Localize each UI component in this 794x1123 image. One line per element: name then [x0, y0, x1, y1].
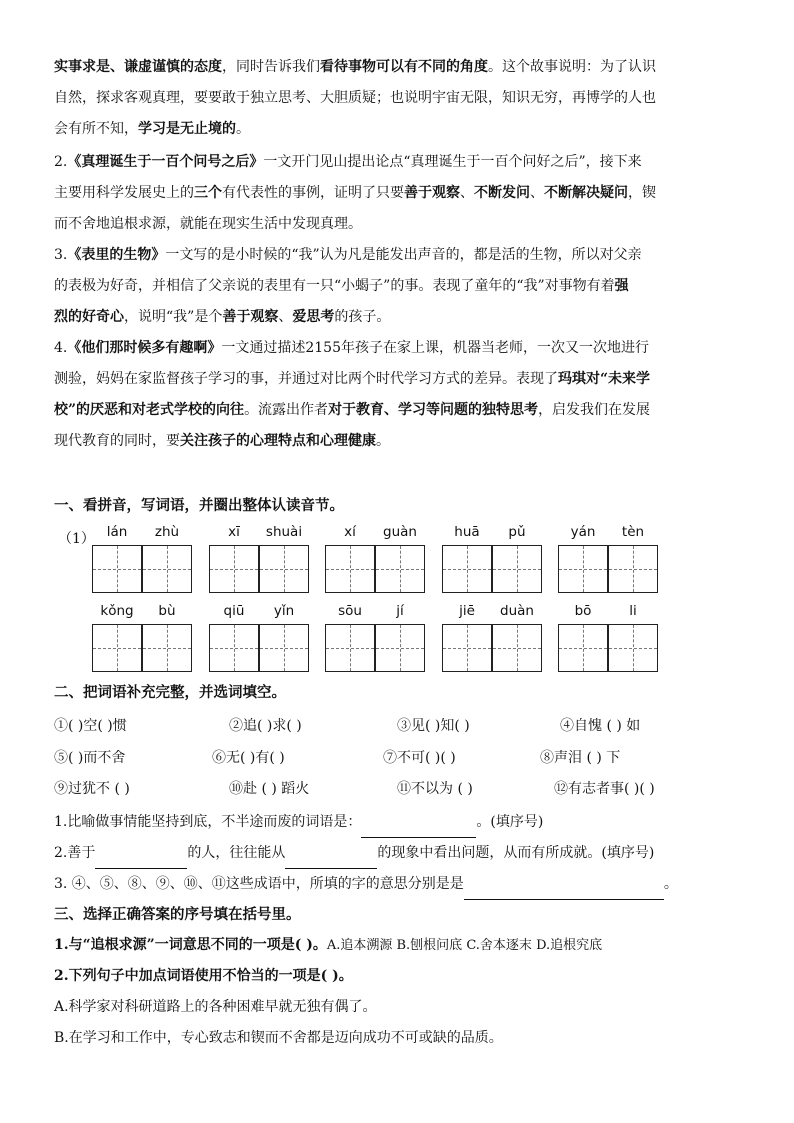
text-span: ，启发我们在发展 [538, 402, 651, 418]
word-grid [558, 603, 660, 673]
writing-cell[interactable] [259, 545, 309, 593]
writing-cell[interactable] [558, 624, 608, 672]
text-span: 一文通过描述2155年孩子在家上课，机器当老师，一次又一次地进行 [221, 340, 649, 356]
writing-cell[interactable] [492, 624, 542, 672]
pinyin-label: jí [396, 603, 404, 619]
writing-cell[interactable] [442, 624, 492, 672]
word-grid [325, 603, 427, 673]
section1-title: 一、看拼音，写词语，并圈出整体认读音节。 [54, 497, 344, 514]
bold-span: 学习是无止境的 [138, 121, 236, 137]
text-line [54, 209, 742, 240]
text-line [54, 426, 742, 457]
word-grid [442, 524, 544, 594]
bold-span: 玛琪对“未来学 [558, 371, 651, 387]
item-4 [54, 333, 742, 457]
bold-span: 不断解决疑问 [544, 185, 628, 201]
intro-text [54, 52, 742, 145]
text-span: 的孩子。 [334, 309, 391, 325]
pinyin-label: tèn [621, 524, 645, 540]
option-b: B.在学习和工作中，专心致志和锲而不舍都是迈向成功不可或缺的品质。 [54, 1030, 503, 1046]
word-grid [558, 524, 660, 594]
writing-cell[interactable] [375, 545, 425, 593]
pinyin-label: guàn [383, 524, 417, 540]
writing-cell[interactable] [558, 545, 608, 593]
section3-question-1 [54, 930, 764, 961]
bold-span: 烈的好奇心 [54, 309, 124, 325]
text-line [54, 240, 742, 271]
word-grid [325, 524, 427, 594]
bold-span: 《真理诞生于一百个问号之后》 [67, 154, 264, 170]
pinyin-label: duàn [500, 603, 534, 619]
text-span: 、 [530, 185, 544, 201]
bold-span: 实事求是、谦虚谨慎的态度 [54, 59, 222, 75]
text-span: 的表极为好奇，并相信了父亲说的表里有一只“小蝎子”的事。表现了童年的“我”对事物有着 [54, 278, 615, 294]
bold-span: 强 [614, 278, 629, 294]
idiom-1: ①( )空( )惯 [54, 718, 127, 734]
text-line [54, 271, 742, 302]
pinyin-label: lán [106, 524, 128, 540]
text-span: 有代表性的事例，证明了只要 [222, 185, 404, 201]
text-line [54, 364, 742, 395]
text-span: 。 [236, 121, 250, 137]
text-span: 。这个故事说明：为了认识 [488, 59, 656, 75]
bold-span: 《他们那时候多有趣啊》 [67, 340, 222, 356]
text-line [54, 333, 742, 364]
pinyin-label: bù [158, 603, 176, 619]
q3-text: 3. ④、⑤、⑧、⑨、⑩、⑪这些成语中，所填的字的意思分别是是 [54, 876, 464, 892]
word-grid [209, 603, 311, 673]
text-span: 现代教育的同时，要 [54, 433, 180, 449]
pinyin-label: yán [570, 524, 596, 540]
writing-cell[interactable] [92, 545, 142, 593]
option-a: A.科学家对科研道路上的各种困难早就无独有偶了。 [54, 999, 377, 1015]
pinyin-label: kǒng [100, 603, 134, 619]
idiom-8: ⑧声泪 ( ) 下 [540, 750, 621, 766]
text-line [54, 83, 742, 114]
bold-span: 三个 [194, 185, 222, 201]
text-span: 自然，探求客观真理，要要敢于独立思考、大胆质疑；也说明宇宙无限，知识无穷，再博学的人也 [54, 90, 656, 106]
idiom-9: ⑨过犹不 ( ) [54, 781, 130, 797]
text-line [54, 147, 742, 178]
pinyin-label: shuài [265, 524, 303, 540]
item-3 [54, 240, 742, 333]
bold-span: 《表里的生物》 [67, 247, 166, 263]
text-line [54, 114, 742, 145]
q1-text: 1.比喻做事情能坚持到底，不半途而废的词语是： [54, 814, 362, 830]
q1-blank[interactable] [361, 822, 476, 838]
q3-blank[interactable] [464, 884, 664, 900]
bold-span: 不断发问 [474, 185, 530, 201]
text-line [54, 395, 742, 426]
pinyin-label: yǐn [273, 603, 295, 619]
writing-cell[interactable] [608, 545, 658, 593]
idiom-3: ③见( )知( ) [397, 718, 470, 734]
section3-question-2: 2.下列句子中加点词语使用不恰当的一项是( )。 [54, 968, 353, 984]
idiom-11: ⑪不以为 ( ) [397, 781, 473, 797]
text-span: 2. [54, 154, 68, 170]
pinyin-label: qiū [223, 603, 245, 619]
text-span: 、 [278, 309, 293, 325]
q1-suffix: 。(填序号) [476, 814, 544, 830]
pinyin-label: zhù [154, 524, 180, 540]
text-span: ，锲 [628, 185, 656, 201]
s3-q1-text: 1.与“追根求源”一词意思不同的一项是( )。 [54, 937, 327, 953]
text-span: 测验，妈妈在家监督孩子学习的事，并通过对比两个时代学习方式的差异。表现了 [54, 371, 558, 387]
bold-span: 对于教育、学习等问题的独特思考 [328, 402, 539, 418]
writing-cell[interactable] [442, 545, 492, 593]
pinyin-label: li [629, 603, 637, 619]
writing-cell[interactable] [142, 545, 192, 593]
bold-span: 爱思考 [292, 309, 335, 325]
pinyin-label: bō [574, 603, 592, 619]
writing-cell[interactable] [492, 545, 542, 593]
idiom-10: ⑩赴 ( ) 蹈火 [229, 781, 310, 797]
section2-title: 二、把词语补充完整，并选词填空。 [54, 684, 286, 701]
item-2 [54, 147, 742, 240]
bold-span: 善于观察 [222, 309, 279, 325]
q2-text-2: 的人，往往能从 [187, 845, 286, 861]
word-grid [209, 524, 311, 594]
idiom-5: ⑤( )而不舍 [54, 750, 126, 766]
text-line [54, 302, 742, 333]
writing-cell[interactable] [209, 624, 259, 672]
pinyin-label: huā [454, 524, 480, 540]
q2-blank-1[interactable] [95, 853, 187, 869]
text-span: 会有所不知， [54, 121, 138, 137]
q2-blank-2[interactable] [285, 853, 377, 869]
text-span: 一文开门见山提出论点“真理诞生于一百个问好之后”，接下来 [263, 154, 642, 170]
section3-title: 三、选择正确答案的序号填在括号里。 [54, 906, 301, 923]
s3-q1-options: A.追本溯源 B.刨根问底 C.舍本逐末 D.追根究底 [326, 938, 603, 953]
q2-text: 2.善于 [54, 845, 96, 861]
pinyin-label: jiē [459, 603, 475, 619]
pinyin-label: xī [228, 524, 240, 540]
word-grid [442, 603, 544, 673]
section2-question-2 [54, 838, 754, 869]
idiom-2: ②追( )求( ) [229, 718, 302, 734]
bold-span: 校”的厌恶和对老式学校的向往 [54, 402, 245, 418]
section2-question-1 [54, 807, 754, 838]
section2-question-3 [54, 869, 754, 900]
text-span: 3. [54, 247, 68, 263]
q3-suffix: 。 [663, 876, 678, 892]
bold-span: 关注孩子的心理特点和心理健康 [180, 433, 376, 449]
pinyin-label: sōu [338, 603, 362, 619]
idiom-6: ⑥无( )有( ) [212, 750, 285, 766]
pinyin-label: xí [344, 524, 356, 540]
bold-span: 看待事物可以有不同的角度 [320, 59, 488, 75]
section1-label: （1） [58, 531, 95, 547]
idiom-4: ④自愧 ( ) 如 [560, 718, 641, 734]
text-span: 4. [54, 340, 68, 356]
word-grid [92, 603, 194, 673]
word-grid [92, 524, 194, 594]
text-span: 、 [460, 185, 474, 201]
writing-cell[interactable] [259, 624, 309, 672]
text-line [54, 52, 742, 83]
text-line [54, 178, 742, 209]
bold-span: 善于观察 [404, 185, 460, 201]
idiom-12: ⑫有志者事( )( ) [554, 781, 655, 797]
text-span: ，说明“我”是个 [124, 309, 223, 325]
text-span: 。 [376, 433, 390, 449]
idiom-7: ⑦不可( )( ) [383, 750, 456, 766]
writing-cell[interactable] [142, 624, 192, 672]
writing-cell[interactable] [325, 624, 375, 672]
text-span: ，同时告诉我们 [222, 59, 320, 75]
text-span: 一文写的是小时候的“我”认为凡是能发出声音的，都是活的生物，所以对父亲 [165, 247, 642, 263]
writing-cell[interactable] [92, 624, 142, 672]
text-span: 而不舍地追根求源，就能在现实生活中发现真理。 [54, 216, 362, 232]
writing-cell[interactable] [375, 624, 425, 672]
writing-cell[interactable] [209, 545, 259, 593]
text-span: 。流露出作者 [244, 402, 329, 418]
q2-text-3: 的现象中看出问题，从而有所成就。(填序号) [377, 845, 655, 861]
writing-cell[interactable] [608, 624, 658, 672]
text-span: 主要用科学发展史上的 [54, 185, 194, 201]
pinyin-label: pǔ [508, 524, 526, 540]
writing-cell[interactable] [325, 545, 375, 593]
